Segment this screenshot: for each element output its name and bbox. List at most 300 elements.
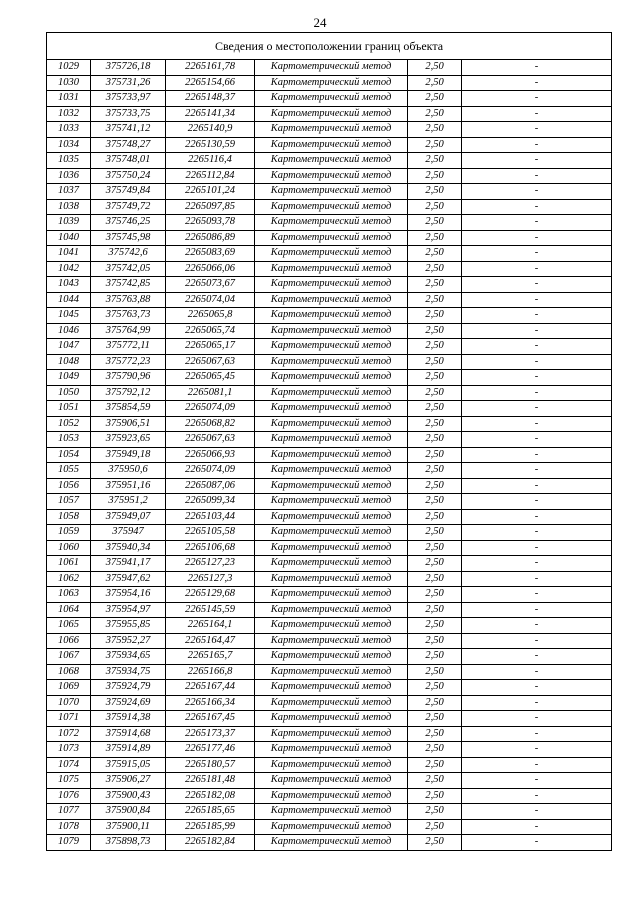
table-row <box>47 556 612 572</box>
table-row <box>47 184 612 200</box>
accuracy-cell: 2,50 <box>408 602 462 618</box>
y-coordinate-cell: 2265067,63 <box>166 354 255 370</box>
table-row <box>47 664 612 680</box>
method-cell: Картометрический метод <box>255 308 408 324</box>
point-number-cell: 1072 <box>47 726 91 742</box>
point-number-cell: 1038 <box>47 199 91 215</box>
table-header-row <box>47 33 612 60</box>
x-coordinate-cell: 375955,85 <box>91 618 166 634</box>
accuracy-cell: 2,50 <box>408 509 462 525</box>
y-coordinate-cell: 2265165,7 <box>166 649 255 665</box>
y-coordinate-cell: 2265068,82 <box>166 416 255 432</box>
description-cell: - <box>462 401 612 417</box>
method-cell: Картометрический метод <box>255 401 408 417</box>
description-cell: - <box>462 602 612 618</box>
y-coordinate-cell: 2265140,9 <box>166 122 255 138</box>
table-row <box>47 571 612 587</box>
point-number-cell: 1069 <box>47 680 91 696</box>
accuracy-cell: 2,50 <box>408 649 462 665</box>
method-cell: Картометрический метод <box>255 571 408 587</box>
x-coordinate-cell: 375731,26 <box>91 75 166 91</box>
description-cell: - <box>462 540 612 556</box>
point-number-cell: 1067 <box>47 649 91 665</box>
y-coordinate-cell: 2265161,78 <box>166 60 255 76</box>
point-number-cell: 1043 <box>47 277 91 293</box>
y-coordinate-cell: 2265066,06 <box>166 261 255 277</box>
description-cell: - <box>462 447 612 463</box>
method-cell: Картометрический метод <box>255 323 408 339</box>
accuracy-cell: 2,50 <box>408 478 462 494</box>
description-cell: - <box>462 664 612 680</box>
x-coordinate-cell: 375923,65 <box>91 432 166 448</box>
description-cell: - <box>462 478 612 494</box>
table-row <box>47 680 612 696</box>
accuracy-cell: 2,50 <box>408 447 462 463</box>
y-coordinate-cell: 2265087,06 <box>166 478 255 494</box>
table-row <box>47 354 612 370</box>
x-coordinate-cell: 375900,84 <box>91 804 166 820</box>
x-coordinate-cell: 375949,07 <box>91 509 166 525</box>
point-number-cell: 1048 <box>47 354 91 370</box>
method-cell: Картометрический метод <box>255 447 408 463</box>
accuracy-cell: 2,50 <box>408 168 462 184</box>
point-number-cell: 1045 <box>47 308 91 324</box>
table-row <box>47 323 612 339</box>
x-coordinate-cell: 375746,25 <box>91 215 166 231</box>
y-coordinate-cell: 2265074,04 <box>166 292 255 308</box>
table-row <box>47 339 612 355</box>
y-coordinate-cell: 2265103,44 <box>166 509 255 525</box>
y-coordinate-cell: 2265065,17 <box>166 339 255 355</box>
accuracy-cell: 2,50 <box>408 540 462 556</box>
description-cell: - <box>462 354 612 370</box>
y-coordinate-cell: 2265097,85 <box>166 199 255 215</box>
description-cell: - <box>462 788 612 804</box>
point-number-cell: 1041 <box>47 246 91 262</box>
x-coordinate-cell: 375854,59 <box>91 401 166 417</box>
point-number-cell: 1076 <box>47 788 91 804</box>
accuracy-cell: 2,50 <box>408 835 462 851</box>
method-cell: Картометрический метод <box>255 695 408 711</box>
method-cell: Картометрический метод <box>255 773 408 789</box>
point-number-cell: 1049 <box>47 370 91 386</box>
y-coordinate-cell: 2265167,45 <box>166 711 255 727</box>
table-row <box>47 292 612 308</box>
method-cell: Картометрический метод <box>255 339 408 355</box>
point-number-cell: 1040 <box>47 230 91 246</box>
method-cell: Картометрический метод <box>255 215 408 231</box>
method-cell: Картометрический метод <box>255 602 408 618</box>
x-coordinate-cell: 375924,69 <box>91 695 166 711</box>
point-number-cell: 1068 <box>47 664 91 680</box>
description-cell: - <box>462 773 612 789</box>
method-cell: Картометрический метод <box>255 199 408 215</box>
page-number: 24 <box>313 15 327 30</box>
x-coordinate-cell: 375741,12 <box>91 122 166 138</box>
method-cell: Картометрический метод <box>255 835 408 851</box>
y-coordinate-cell: 2265164,1 <box>166 618 255 634</box>
accuracy-cell: 2,50 <box>408 757 462 773</box>
table-row <box>47 788 612 804</box>
table-row <box>47 509 612 525</box>
y-coordinate-cell: 2265101,24 <box>166 184 255 200</box>
point-number-cell: 1034 <box>47 137 91 153</box>
description-cell: - <box>462 556 612 572</box>
table-row <box>47 757 612 773</box>
method-cell: Картометрический метод <box>255 633 408 649</box>
method-cell: Картометрический метод <box>255 726 408 742</box>
table-row <box>47 308 612 324</box>
method-cell: Картометрический метод <box>255 711 408 727</box>
description-cell: - <box>462 153 612 169</box>
table-row <box>47 106 612 122</box>
y-coordinate-cell: 2265145,59 <box>166 602 255 618</box>
method-cell: Картометрический метод <box>255 91 408 107</box>
x-coordinate-cell: 375898,73 <box>91 835 166 851</box>
description-cell: - <box>462 649 612 665</box>
y-coordinate-cell: 2265177,46 <box>166 742 255 758</box>
x-coordinate-cell: 375940,34 <box>91 540 166 556</box>
description-cell: - <box>462 494 612 510</box>
table-row <box>47 742 612 758</box>
accuracy-cell: 2,50 <box>408 385 462 401</box>
table-row <box>47 494 612 510</box>
accuracy-cell: 2,50 <box>408 695 462 711</box>
y-coordinate-cell: 2265185,65 <box>166 804 255 820</box>
y-coordinate-cell: 2265166,34 <box>166 695 255 711</box>
method-cell: Картометрический метод <box>255 494 408 510</box>
method-cell: Картометрический метод <box>255 788 408 804</box>
point-number-cell: 1052 <box>47 416 91 432</box>
description-cell: - <box>462 168 612 184</box>
y-coordinate-cell: 2265182,84 <box>166 835 255 851</box>
accuracy-cell: 2,50 <box>408 463 462 479</box>
accuracy-cell: 2,50 <box>408 618 462 634</box>
x-coordinate-cell: 375749,84 <box>91 184 166 200</box>
table-row <box>47 246 612 262</box>
point-number-cell: 1033 <box>47 122 91 138</box>
x-coordinate-cell: 375934,65 <box>91 649 166 665</box>
y-coordinate-cell: 2265074,09 <box>166 463 255 479</box>
description-cell: - <box>462 323 612 339</box>
method-cell: Картометрический метод <box>255 354 408 370</box>
method-cell: Картометрический метод <box>255 230 408 246</box>
y-coordinate-cell: 2265127,3 <box>166 571 255 587</box>
method-cell: Картометрический метод <box>255 757 408 773</box>
y-coordinate-cell: 2265065,45 <box>166 370 255 386</box>
accuracy-cell: 2,50 <box>408 277 462 293</box>
accuracy-cell: 2,50 <box>408 308 462 324</box>
accuracy-cell: 2,50 <box>408 711 462 727</box>
y-coordinate-cell: 2265106,68 <box>166 540 255 556</box>
x-coordinate-cell: 375742,05 <box>91 261 166 277</box>
point-number-cell: 1057 <box>47 494 91 510</box>
method-cell: Картометрический метод <box>255 168 408 184</box>
description-cell: - <box>462 277 612 293</box>
description-cell: - <box>462 308 612 324</box>
accuracy-cell: 2,50 <box>408 401 462 417</box>
x-coordinate-cell: 375792,12 <box>91 385 166 401</box>
method-cell: Картометрический метод <box>255 416 408 432</box>
table-row <box>47 215 612 231</box>
accuracy-cell: 2,50 <box>408 664 462 680</box>
point-number-cell: 1079 <box>47 835 91 851</box>
method-cell: Картометрический метод <box>255 106 408 122</box>
description-cell: - <box>462 742 612 758</box>
description-cell: - <box>462 819 612 835</box>
y-coordinate-cell: 2265105,58 <box>166 525 255 541</box>
description-cell: - <box>462 587 612 603</box>
description-cell: - <box>462 633 612 649</box>
accuracy-cell: 2,50 <box>408 137 462 153</box>
x-coordinate-cell: 375951,16 <box>91 478 166 494</box>
point-number-cell: 1030 <box>47 75 91 91</box>
description-cell: - <box>462 60 612 76</box>
x-coordinate-cell: 375906,51 <box>91 416 166 432</box>
y-coordinate-cell: 2265130,59 <box>166 137 255 153</box>
description-cell: - <box>462 726 612 742</box>
description-cell: - <box>462 757 612 773</box>
description-cell: - <box>462 137 612 153</box>
accuracy-cell: 2,50 <box>408 633 462 649</box>
x-coordinate-cell: 375745,98 <box>91 230 166 246</box>
accuracy-cell: 2,50 <box>408 788 462 804</box>
method-cell: Картометрический метод <box>255 525 408 541</box>
y-coordinate-cell: 2265083,69 <box>166 246 255 262</box>
method-cell: Картометрический метод <box>255 680 408 696</box>
description-cell: - <box>462 695 612 711</box>
point-number-cell: 1074 <box>47 757 91 773</box>
method-cell: Картометрический метод <box>255 292 408 308</box>
table-row <box>47 91 612 107</box>
description-cell: - <box>462 525 612 541</box>
table-row <box>47 711 612 727</box>
table-row <box>47 137 612 153</box>
description-cell: - <box>462 416 612 432</box>
point-number-cell: 1075 <box>47 773 91 789</box>
accuracy-cell: 2,50 <box>408 354 462 370</box>
accuracy-cell: 2,50 <box>408 153 462 169</box>
x-coordinate-cell: 375733,97 <box>91 91 166 107</box>
point-number-cell: 1044 <box>47 292 91 308</box>
point-number-cell: 1032 <box>47 106 91 122</box>
description-cell: - <box>462 122 612 138</box>
x-coordinate-cell: 375749,72 <box>91 199 166 215</box>
y-coordinate-cell: 2265181,48 <box>166 773 255 789</box>
x-coordinate-cell: 375941,17 <box>91 556 166 572</box>
description-cell: - <box>462 292 612 308</box>
point-number-cell: 1066 <box>47 633 91 649</box>
accuracy-cell: 2,50 <box>408 742 462 758</box>
x-coordinate-cell: 375733,75 <box>91 106 166 122</box>
accuracy-cell: 2,50 <box>408 292 462 308</box>
y-coordinate-cell: 2265154,66 <box>166 75 255 91</box>
x-coordinate-cell: 375947,62 <box>91 571 166 587</box>
x-coordinate-cell: 375742,85 <box>91 277 166 293</box>
y-coordinate-cell: 2265065,74 <box>166 323 255 339</box>
accuracy-cell: 2,50 <box>408 261 462 277</box>
method-cell: Картометрический метод <box>255 75 408 91</box>
method-cell: Картометрический метод <box>255 509 408 525</box>
x-coordinate-cell: 375906,27 <box>91 773 166 789</box>
table-row <box>47 432 612 448</box>
point-number-cell: 1029 <box>47 60 91 76</box>
y-coordinate-cell: 2265073,67 <box>166 277 255 293</box>
accuracy-cell: 2,50 <box>408 199 462 215</box>
table-row <box>47 230 612 246</box>
method-cell: Картометрический метод <box>255 184 408 200</box>
table-row <box>47 199 612 215</box>
point-number-cell: 1036 <box>47 168 91 184</box>
accuracy-cell: 2,50 <box>408 804 462 820</box>
table-row <box>47 773 612 789</box>
accuracy-cell: 2,50 <box>408 230 462 246</box>
y-coordinate-cell: 2265099,34 <box>166 494 255 510</box>
table-row <box>47 540 612 556</box>
x-coordinate-cell: 375772,11 <box>91 339 166 355</box>
y-coordinate-cell: 2265148,37 <box>166 91 255 107</box>
y-coordinate-cell: 2265074,09 <box>166 401 255 417</box>
point-number-cell: 1060 <box>47 540 91 556</box>
accuracy-cell: 2,50 <box>408 60 462 76</box>
table-row <box>47 277 612 293</box>
boundary-coordinates-table <box>46 32 612 851</box>
y-coordinate-cell: 2265116,4 <box>166 153 255 169</box>
accuracy-cell: 2,50 <box>408 726 462 742</box>
point-number-cell: 1062 <box>47 571 91 587</box>
description-cell: - <box>462 804 612 820</box>
description-cell: - <box>462 509 612 525</box>
method-cell: Картометрический метод <box>255 540 408 556</box>
x-coordinate-cell: 375949,18 <box>91 447 166 463</box>
point-number-cell: 1070 <box>47 695 91 711</box>
table-row <box>47 525 612 541</box>
description-cell: - <box>462 835 612 851</box>
x-coordinate-cell: 375748,01 <box>91 153 166 169</box>
table-row <box>47 478 612 494</box>
point-number-cell: 1042 <box>47 261 91 277</box>
method-cell: Картометрический метод <box>255 137 408 153</box>
accuracy-cell: 2,50 <box>408 432 462 448</box>
point-number-cell: 1039 <box>47 215 91 231</box>
x-coordinate-cell: 375750,24 <box>91 168 166 184</box>
x-coordinate-cell: 375790,96 <box>91 370 166 386</box>
x-coordinate-cell: 375726,18 <box>91 60 166 76</box>
accuracy-cell: 2,50 <box>408 819 462 835</box>
x-coordinate-cell: 375914,68 <box>91 726 166 742</box>
point-number-cell: 1051 <box>47 401 91 417</box>
y-coordinate-cell: 2265081,1 <box>166 385 255 401</box>
description-cell: - <box>462 463 612 479</box>
accuracy-cell: 2,50 <box>408 246 462 262</box>
description-cell: - <box>462 230 612 246</box>
y-coordinate-cell: 2265182,08 <box>166 788 255 804</box>
accuracy-cell: 2,50 <box>408 773 462 789</box>
table-row <box>47 370 612 386</box>
table-row <box>47 416 612 432</box>
y-coordinate-cell: 2265066,93 <box>166 447 255 463</box>
x-coordinate-cell: 375954,97 <box>91 602 166 618</box>
x-coordinate-cell: 375900,11 <box>91 819 166 835</box>
table-row <box>47 819 612 835</box>
description-cell: - <box>462 680 612 696</box>
point-number-cell: 1064 <box>47 602 91 618</box>
point-number-cell: 1047 <box>47 339 91 355</box>
description-cell: - <box>462 432 612 448</box>
description-cell: - <box>462 184 612 200</box>
x-coordinate-cell: 375764,99 <box>91 323 166 339</box>
y-coordinate-cell: 2265112,84 <box>166 168 255 184</box>
accuracy-cell: 2,50 <box>408 75 462 91</box>
table-row <box>47 835 612 851</box>
y-coordinate-cell: 2265086,89 <box>166 230 255 246</box>
method-cell: Картометрический метод <box>255 649 408 665</box>
method-cell: Картометрический метод <box>255 277 408 293</box>
point-number-cell: 1037 <box>47 184 91 200</box>
point-number-cell: 1071 <box>47 711 91 727</box>
table-row <box>47 695 612 711</box>
method-cell: Картометрический метод <box>255 60 408 76</box>
table-row <box>47 168 612 184</box>
table-row <box>47 618 612 634</box>
x-coordinate-cell: 375748,27 <box>91 137 166 153</box>
x-coordinate-cell: 375914,89 <box>91 742 166 758</box>
description-cell: - <box>462 199 612 215</box>
point-number-cell: 1046 <box>47 323 91 339</box>
method-cell: Картометрический метод <box>255 122 408 138</box>
accuracy-cell: 2,50 <box>408 416 462 432</box>
method-cell: Картометрический метод <box>255 819 408 835</box>
point-number-cell: 1061 <box>47 556 91 572</box>
method-cell: Картометрический метод <box>255 246 408 262</box>
accuracy-cell: 2,50 <box>408 323 462 339</box>
method-cell: Картометрический метод <box>255 153 408 169</box>
y-coordinate-cell: 2265141,34 <box>166 106 255 122</box>
method-cell: Картометрический метод <box>255 370 408 386</box>
y-coordinate-cell: 2265093,78 <box>166 215 255 231</box>
method-cell: Картометрический метод <box>255 742 408 758</box>
method-cell: Картометрический метод <box>255 587 408 603</box>
accuracy-cell: 2,50 <box>408 91 462 107</box>
description-cell: - <box>462 91 612 107</box>
description-cell: - <box>462 106 612 122</box>
y-coordinate-cell: 2265166,8 <box>166 664 255 680</box>
description-cell: - <box>462 385 612 401</box>
description-cell: - <box>462 571 612 587</box>
accuracy-cell: 2,50 <box>408 571 462 587</box>
method-cell: Картометрический метод <box>255 261 408 277</box>
table-row <box>47 385 612 401</box>
method-cell: Картометрический метод <box>255 618 408 634</box>
y-coordinate-cell: 2265167,44 <box>166 680 255 696</box>
point-number-cell: 1050 <box>47 385 91 401</box>
x-coordinate-cell: 375951,2 <box>91 494 166 510</box>
x-coordinate-cell: 375954,16 <box>91 587 166 603</box>
table-row <box>47 804 612 820</box>
point-number-cell: 1058 <box>47 509 91 525</box>
description-cell: - <box>462 618 612 634</box>
method-cell: Картометрический метод <box>255 804 408 820</box>
y-coordinate-cell: 2265164,47 <box>166 633 255 649</box>
description-cell: - <box>462 246 612 262</box>
y-coordinate-cell: 2265129,68 <box>166 587 255 603</box>
point-number-cell: 1063 <box>47 587 91 603</box>
accuracy-cell: 2,50 <box>408 556 462 572</box>
table-row <box>47 153 612 169</box>
description-cell: - <box>462 711 612 727</box>
x-coordinate-cell: 375915,05 <box>91 757 166 773</box>
table-row <box>47 587 612 603</box>
